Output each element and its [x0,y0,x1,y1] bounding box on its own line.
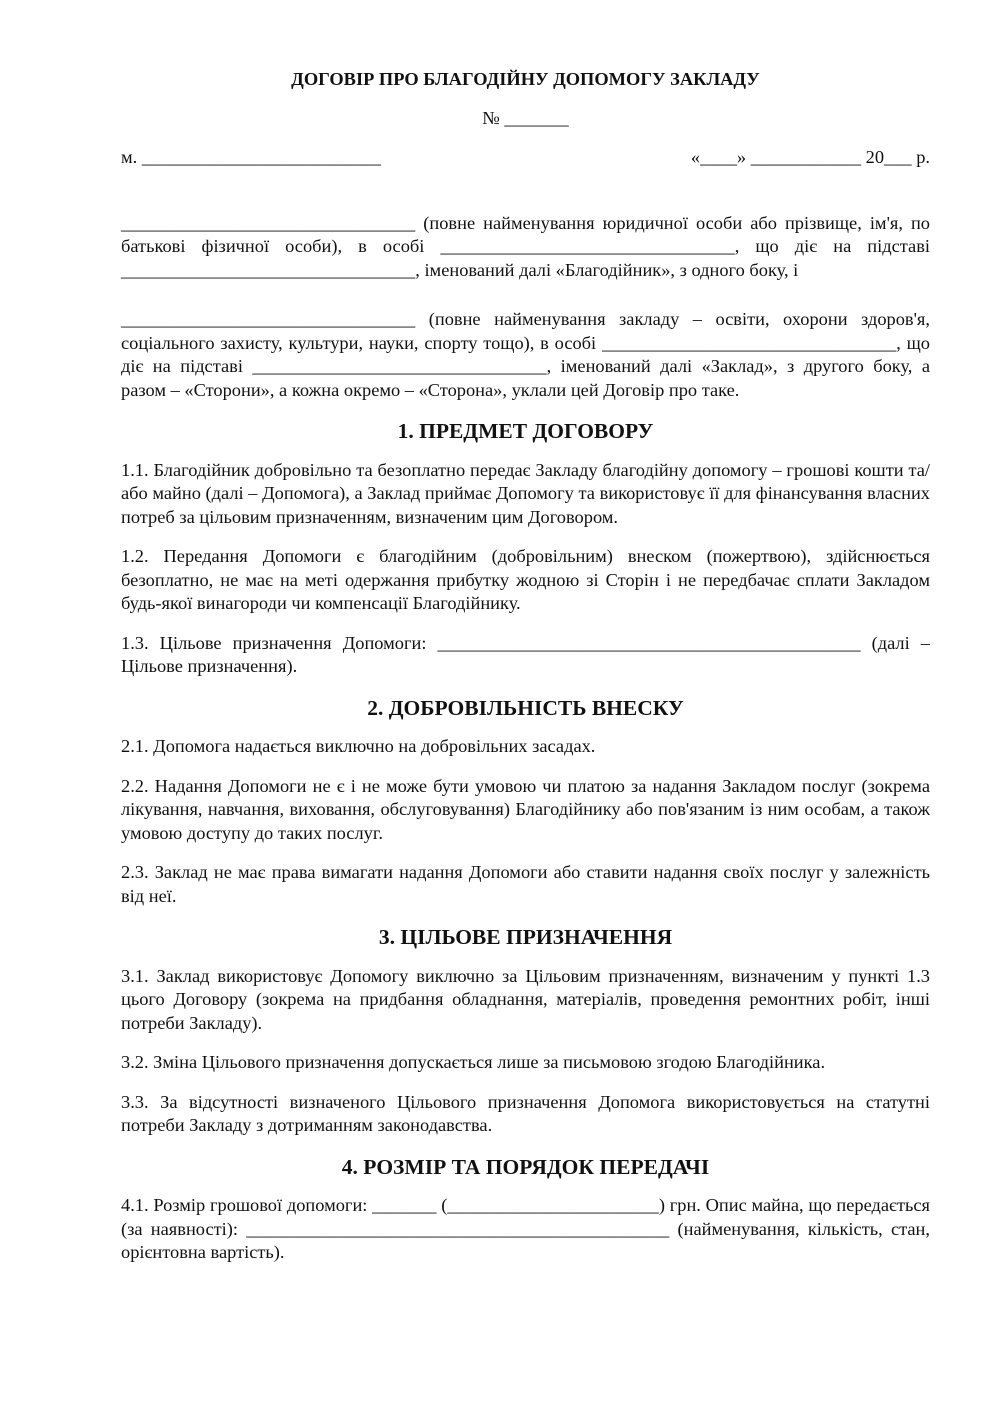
clause-3-1: 3.1. Заклад використовує Допомогу виключно за Цільовим призначенням, визначеним у пункті 1.3 цього Договору (зокрема на придбання обладнання, матеріалів, проведення ремонтних робіт, інші потреби Закладу). [121,965,930,1033]
place-field: м. __________________________ [121,147,381,167]
party-benefactor-paragraph: ________________________________ (повне найменування юридичної особи або прізвище, ім'я, по батькові фізичної особи), в особі ________________________________, що діє на підставі ________________________________, іменований далі «Благодійник», з одного боку, і [121,212,930,280]
contract-number: № _______ [482,108,569,128]
place-date-row [121,146,930,170]
clause-1-2: 1.2. Передання Допомоги є благодійним (добровільним) внеском (пожертвою), здійснюється безоплатно, не має на меті одержання прибутку жодною зі Сторін і не передбачає сплати Закладом будь-якої винагороди чи компенсації Благодійнику. [121,546,930,613]
party-institution-paragraph: ________________________________ (повне найменування закладу – освіти, охорони здоров'я, соціального захисту, культури, науки, спорту тощо), в особі ________________________________, що діє на підставі ________________________________, іменований далі «Заклад», з другого боку, а разом – «Сторони», а кожна окремо – «Сторона», уклали цей Договір про таке. [121,309,930,400]
clause-1-3: 1.3. Цільове призначення Допомоги: ______________________________________________ (далі – Цільове призначення). [121,632,930,676]
section-heading: 3. ЦІЛЬОВЕ ПРИЗНАЧЕННЯ [378,925,673,949]
clause-1-1: 1.1. Благодійник добровільно та безоплатно передає Закладу благодійну допомогу – грошові кошти та/або майно (далі – Допомога), а Заклад приймає Допомогу та використовує її для фінансування власних потреб за цільовим призначенням, визначеним цим Договором. [121,459,930,527]
clause-4-1: 4.1. Розмір грошової допомоги: _______ (_______________________) грн. Опис майна, що передається (за наявності): ______________________________________________ (найменування, кількість, стан, орієнтовна вартість). [121,1195,930,1262]
section-heading: 1. ПРЕДМЕТ ДОГОВОРУ [397,419,654,443]
clause-3-2: 3.2. Зміна Цільового призначення допускається лише за письмовою згодою Благодійника. [121,1052,826,1072]
date-field: «____» ____________ 20___ р. [690,147,930,167]
section-heading: 2. ДОБРОВІЛЬНІСТЬ ВНЕСКУ [367,695,684,720]
clause-2-2: 2.2. Надання Допомоги не є і не може бути умовою чи платою за надання Закладом послуг (зокрема лікування, навчання, виховання, обслуговування) Благодійнику або пов'язаним із ним особам, а також умовою доступу до таких послуг. [121,775,930,843]
clause-2-1: 2.1. Допомога надається виключно на добровільних засадах. [121,736,596,756]
clause-3-3: 3.3. За відсутності визначеного Цільового призначення Допомога використовується на статутні потреби Закладу з дотриманням законодавства. [121,1091,930,1135]
document-title: ДОГОВІР ПРО БЛАГОДІЙНУ ДОПОМОГУ ЗАКЛАДУ [291,69,760,89]
clause-2-3: 2.3. Заклад не має права вимагати надання Допомоги або ставити надання своїх послуг у залежність від неї. [121,862,930,906]
section-heading: 4. РОЗМІР ТА ПОРЯДОК ПЕРЕДАЧІ [341,1154,710,1179]
